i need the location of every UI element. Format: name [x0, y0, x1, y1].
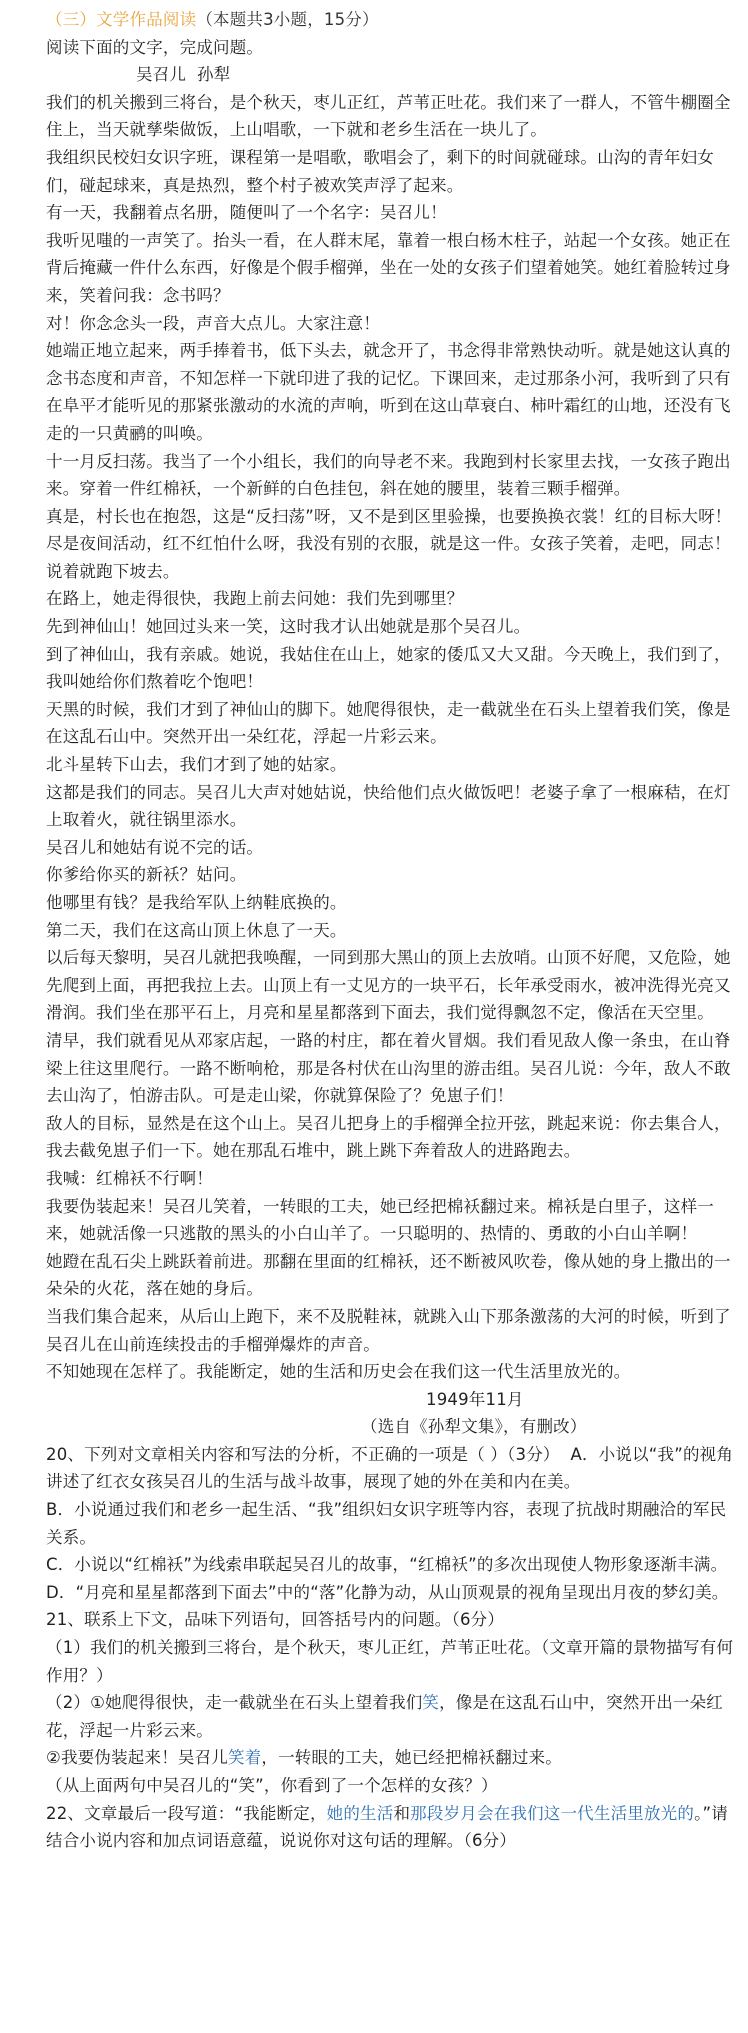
question-22	[46, 1800, 740, 1855]
section-number: （三）	[46, 10, 97, 29]
q22-before: 22、文章最后一段写道：“我能断定，	[46, 1803, 327, 1823]
story-paragraph: 尽是夜间活动，红不红怕什么呀，我没有别的衣服，就是这一件。女孩子笑着，走吧，同志！说着就跑下坡去。	[46, 534, 731, 581]
q20-option-d: D．“月亮和星星都落到下面去”中的“落”化静为动，从山顶观景的视角呈现出月夜的梦幻美。	[46, 1582, 729, 1602]
q22-emphasis-1: 她的生活	[326, 1803, 394, 1823]
q20-option-c: C．小说以“红棉袄”为线索串联起吴召儿的故事，“红棉袄”的多次出现使人物形象逐渐丰满。	[46, 1555, 728, 1575]
story-paragraph: 她蹬在乱石尖上跳跃着前进。那翻在里面的红棉袄，还不断被风吹卷，像从她的身上撒出的一朵朵的火花，落在她的身后。	[46, 1251, 731, 1299]
q20-stem-and-a	[46, 1441, 740, 1496]
story-paragraph: 我要伪装起来！吴召儿笑着，一转眼的工夫，她已经把棉袄翻过来。棉袄是白里子，这样一来，她就活像一只逃散的黑头的小白山羊了。一只聪明的、热情的、勇敢的小白山羊啊！	[46, 1196, 714, 1244]
story-paragraph: 北斗星转下山去，我们才到了她的姑家。	[46, 755, 347, 775]
q21-item2a-before: （2）①她爬得很快，走一截就坐在石头上望着我们	[46, 1693, 423, 1713]
story-paragraph: 先到神仙山！她回过头来一笑，这时我才认出她就是那个吴召儿。	[46, 617, 531, 637]
story-date: 1949年11月	[426, 1389, 524, 1409]
story-paragraph: 这都是我们的同志。吴召儿大声对她姑说，快给他们点火做饭吧！老婆子拿了一根麻秸，在灯上取着火，就往锅里添水。	[46, 782, 731, 830]
q21-stem: 21、联系上下文，品味下列语句，回答括号内的问题。（6分）	[46, 1610, 505, 1630]
q22-emphasis-2: 那段岁月会在我们这一代生活里放光的	[410, 1803, 695, 1823]
story-source: （选自《孙犁文集》，有删改）	[361, 1417, 587, 1437]
section-title: 文学作品阅读	[96, 10, 197, 29]
story-paragraph: 她端正地立起来，两手捧着书，低下头去，就念开了，书念得非常熟快动听。就是她这认真的念书态度和声音，不知怎样一下就印进了我的记忆。下课回来，走过那条小河，我听到了只有在阜平才能听见的那紧张激动的水流的声响，听到在这山草衰白、柿叶霜红的山地，还没有飞走的一只黄鹂的叫唤。	[46, 341, 731, 443]
q20-stem: 20、下列对文章相关内容和写法的分析，不正确的一项是（ ）（3分）	[46, 1444, 560, 1464]
q21-item2b-emphasis: 笑着	[228, 1748, 262, 1768]
story-paragraph: 不知她现在怎样了。我能断定，她的生活和历史会在我们这一代生活里放光的。	[46, 1362, 631, 1382]
q21-item2b-after: ，一转眼的工夫，她已经把棉袄翻过来。	[261, 1748, 563, 1768]
story-paragraph: 我听见嗤的一声笑了。抬头一看，在人群末尾，靠着一根白杨木柱子，站起一个女孩。她正在背后掩藏一件什么东西，好像是个假手榴弹，坐在一处的女孩子们望着她笑。她红着脸转过身来，笑着问我：念书吗？	[46, 230, 731, 305]
story-paragraph: 十一月反扫荡。我当了一个小组长，我们的向导老不来。我跑到村长家里去找，一女孩子跑出来。穿着一件红棉袄，一个新鲜的白色挂包，斜在她的腰里，装着三颗手榴弹。	[46, 451, 731, 499]
story-paragraph: 我喊：红棉袄不行啊！	[46, 1168, 213, 1188]
instruction: 阅读下面的文字，完成问题。	[46, 37, 264, 57]
story-paragraph: 他哪里有钱？是我给军队上纳鞋底换的。	[46, 893, 347, 912]
story-paragraph: 我们的机关搬到三将台，是个秋天，枣儿正红，芦苇正吐花。我们来了一群人，不管牛棚圈全住上，当天就孳柴做饭，上山唱歌，一下就和老乡生活在一块儿了。	[46, 92, 731, 140]
story-title: 吴召儿	[136, 65, 187, 85]
q21-item2a-emphasis: 笑	[422, 1693, 440, 1713]
q22-after: 。”请结合小说内容和加点词语意蕴，说说你对这句话的理解。（6分）	[46, 1803, 728, 1851]
q21-item2a	[46, 1689, 740, 1744]
story-paragraph: 你爹给你买的新袄？姑问。	[46, 865, 247, 885]
story-paragraph: 真是，村长也在抱怨，这是“反扫荡”呀，又不是到区里验操，也要换换衣裳！红的目标大呀！	[46, 506, 732, 526]
q20-option-b: B．小说通过我们和老乡一起生活、“我”组织妇女识字班等内容，表现了抗战时期融洽的军民关系。	[46, 1500, 727, 1547]
story-paragraph: 吴召儿和她姑有说不完的话。	[46, 837, 264, 857]
question-21	[46, 1606, 740, 1799]
story-paragraph: 敌人的目标，显然是在这个山上。吴召儿把身上的手榴弹全拉开弦，跳起来说：你去集合人，我去截免崽子们一下。她在那乱石堆中，跳上跳下奔着敌人的进路跑去。	[46, 1113, 731, 1161]
story-paragraph: 当我们集合起来，从后山上跑下，来不及脱鞋袜，就跳入山下那条激荡的大河的时候，听到了吴召儿在山前连续投击的手榴弹爆炸的声音。	[46, 1306, 731, 1354]
story-paragraph: 第二天，我们在这高山顶上休息了一天。	[46, 920, 347, 940]
story-paragraph: 以后每天黎明，吴召儿就把我唤醒，一同到那大黑山的顶上去放哨。山顶不好爬，又危险，她先爬到上面，再把我拉上去。山顶上有一丈见方的一块平石，长年承受雨水，被冲洗得光亮又滑润。我们坐在那平石上，月亮和星星都落到下面去，我们觉得飘忽不定，像活在天空里。	[46, 948, 731, 1023]
story-author: 孙犁	[197, 65, 231, 85]
story-paragraph: 有一天，我翻着点名册，随便叫了一个名字：吴召儿！	[46, 203, 447, 223]
story-paragraph: 对！你念念头一段，声音大点儿。大家注意！	[46, 313, 380, 333]
story-paragraph: 天黑的时候，我们才到了神仙山的脚下。她爬得很快，走一截就坐在石头上望着我们笑，像是在这乱石山中。突然开出一朵红花，浮起一片彩云来。	[46, 699, 731, 747]
q22-mid: 和	[393, 1803, 411, 1823]
question-20	[46, 1441, 740, 1607]
story-paragraph: 到了神仙山，我有亲戚。她说，我姑住在山上，她家的倭瓜又大又甜。今天晚上，我们到了，我叫她给你们熬着吃个饱吧！	[46, 644, 731, 692]
q21-item2b	[46, 1744, 740, 1772]
story-body	[46, 89, 740, 1386]
story-paragraph: 清早，我们就看见从邓家店起，一路的村庄，都在着火冒烟。我们看见敌人像一条虫，在山脊梁上往这里爬行。一路不断响枪，那是各村伏在山沟里的游击组。吴召儿说：今年，敌人不敢去山沟了，怕游击队。可是走山梁，你就算保险了？免崽子们！	[46, 1030, 731, 1106]
story-title-line	[46, 61, 740, 89]
section-note: （本题共3小题，15分）	[196, 10, 379, 29]
section-heading	[46, 6, 740, 34]
q22-text	[46, 1800, 740, 1855]
q21-item1: （1）我们的机关搬到三将台，是个秋天，枣儿正红，芦苇正吐花。（文章开篇的景物描写有何作用？）	[46, 1638, 734, 1685]
q20-option-a: A．小说以“我”的视角讲述了红衣女孩吴召儿的生活与战斗故事，展现了她的外在美和内在美。	[46, 1444, 734, 1492]
q21-item2a-after: ，像是在这乱石山中，突然开出一朵红花，浮起一片彩云来。	[46, 1693, 723, 1740]
q21-item2b-before: ②我要伪装起来！吴召儿	[46, 1748, 228, 1768]
story-paragraph: 在路上，她走得很快，我跑上前去问她：我们先到哪里？	[46, 589, 464, 609]
exam-document	[46, 6, 740, 1855]
q21-item2-question: （从上面两句中吴召儿的“笑”，你看到了一个怎样的女孩？）	[46, 1776, 498, 1795]
story-paragraph: 我组织民校妇女识字班，课程第一是唱歌，歌唱会了，剩下的时间就碰球。山沟的青年妇女们，碰起球来，真是热烈，整个村子被欢笑声浮了起来。	[46, 147, 714, 195]
